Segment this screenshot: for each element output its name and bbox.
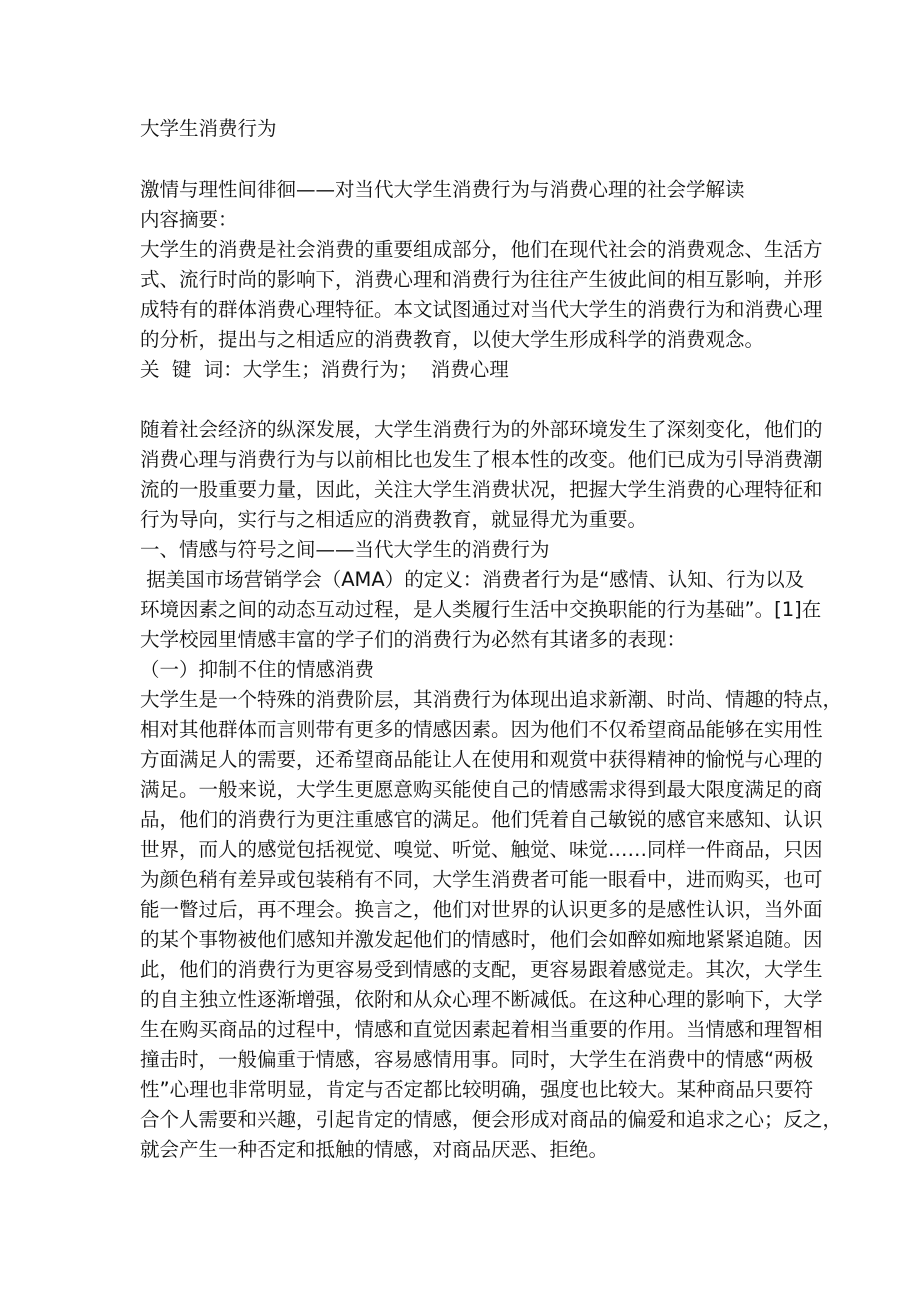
text-line: 大学生是一个特殊的消费阶层，其消费行为体现出追求新潮、时尚、情趣的特点，	[140, 688, 843, 711]
text-line: 性”心理也非常明显，肯定与否定都比较明确，强度也比较大。某种商品只要符	[140, 1078, 814, 1101]
text-line: 合个人需要和兴趣，引起肯定的情感，便会形成对商品的偏爱和追求之心；反之，	[140, 1108, 843, 1131]
text-line: 据美国市场营销学会（AMA）的定义：消费者行为是“感情、认知、行为以及	[140, 568, 805, 591]
text-line: 流的一股重要力量，因此，关注大学生消费状况，把握大学生消费的心理特征和	[140, 478, 823, 501]
text-line: 大学校园里情感丰富的学子们的消费行为必然有其诸多的表现：	[140, 628, 687, 651]
text-line: 消费心理与消费行为与以前相比也发生了根本性的改变。他们已成为引导消费潮	[140, 448, 823, 471]
abstract-label: 内容摘要：	[140, 208, 238, 231]
text-line: 能一瞥过后，再不理会。换言之，他们对世界的认识更多的是感性认识，当外面	[140, 898, 823, 921]
text-line: 环境因素之间的动态互动过程，是人类履行生活中交换职能的行为基础”。[1]在	[140, 598, 822, 621]
text-line: 的自主独立性逐渐增强，依附和从众心理不断减低。在这种心理的影响下，大学	[140, 988, 823, 1011]
text-line: 满足。一般来说，大学生更愿意购买能使自己的情感需求得到最大限度满足的商	[140, 778, 823, 801]
text-line: 随着社会经济的纵深发展，大学生消费行为的外部环境发生了深刻变化，他们的	[140, 418, 823, 441]
text-line: 品，他们的消费行为更注重感官的满足。他们凭着自己敏锐的感官来感知、认识	[140, 808, 823, 831]
subsection-heading: （一）抑制不住的情感消费	[140, 658, 375, 681]
text-line: 世界，而人的感觉包括视觉、嗅觉、听觉、触觉、味觉……同样一件商品，只因	[140, 838, 823, 861]
text-line: 的某个事物被他们感知并激发起他们的情感时，他们会如醉如痴地紧紧追随。因	[140, 928, 823, 951]
text-line: 方面满足人的需要，还希望商品能让人在使用和观赏中获得精神的愉悦与心理的	[140, 748, 823, 771]
text-line: 行为导向，实行与之相适应的消费教育，就显得尤为重要。	[140, 508, 648, 531]
text-line: 为颜色稍有差异或包装稍有不同，大学生消费者可能一眼看中，进而购买，也可	[140, 868, 823, 891]
keywords-line: 关 键 词：大学生；消费行为； 消费心理	[140, 358, 509, 381]
text-line: 此，他们的消费行为更容易受到情感的支配，更容易跟着感觉走。其次，大学生	[140, 958, 823, 981]
text-line: 撞击时，一般偏重于情感，容易感情用事。同时，大学生在消费中的情感“两极	[140, 1048, 814, 1071]
document-title: 大学生消费行为	[140, 117, 277, 140]
section-heading: 一、情感与符号之间——当代大学生的消费行为	[140, 538, 550, 561]
text-line: 相对其他群体而言则带有更多的情感因素。因为他们不仅希望商品能够在实用性	[140, 718, 823, 741]
text-line: 的分析，提出与之相适应的消费教育，以使大学生形成科学的消费观念。	[140, 328, 765, 351]
document-subtitle: 激情与理性间徘徊——对当代大学生消费行为与消费心理的社会学解读	[140, 178, 745, 201]
text-line: 就会产生一种否定和抵触的情感，对商品厌恶、拒绝。	[140, 1138, 609, 1161]
text-line: 大学生的消费是社会消费的重要组成部分，他们在现代社会的消费观念、生活方	[140, 238, 823, 261]
text-line: 生在购买商品的过程中，情感和直觉因素起着相当重要的作用。当情感和理智相	[140, 1018, 823, 1041]
text-line: 式、流行时尚的影响下，消费心理和消费行为往往产生彼此间的相互影响，并形	[140, 268, 823, 291]
text-line: 成特有的群体消费心理特征。本文试图通过对当代大学生的消费行为和消费心理	[140, 298, 823, 321]
